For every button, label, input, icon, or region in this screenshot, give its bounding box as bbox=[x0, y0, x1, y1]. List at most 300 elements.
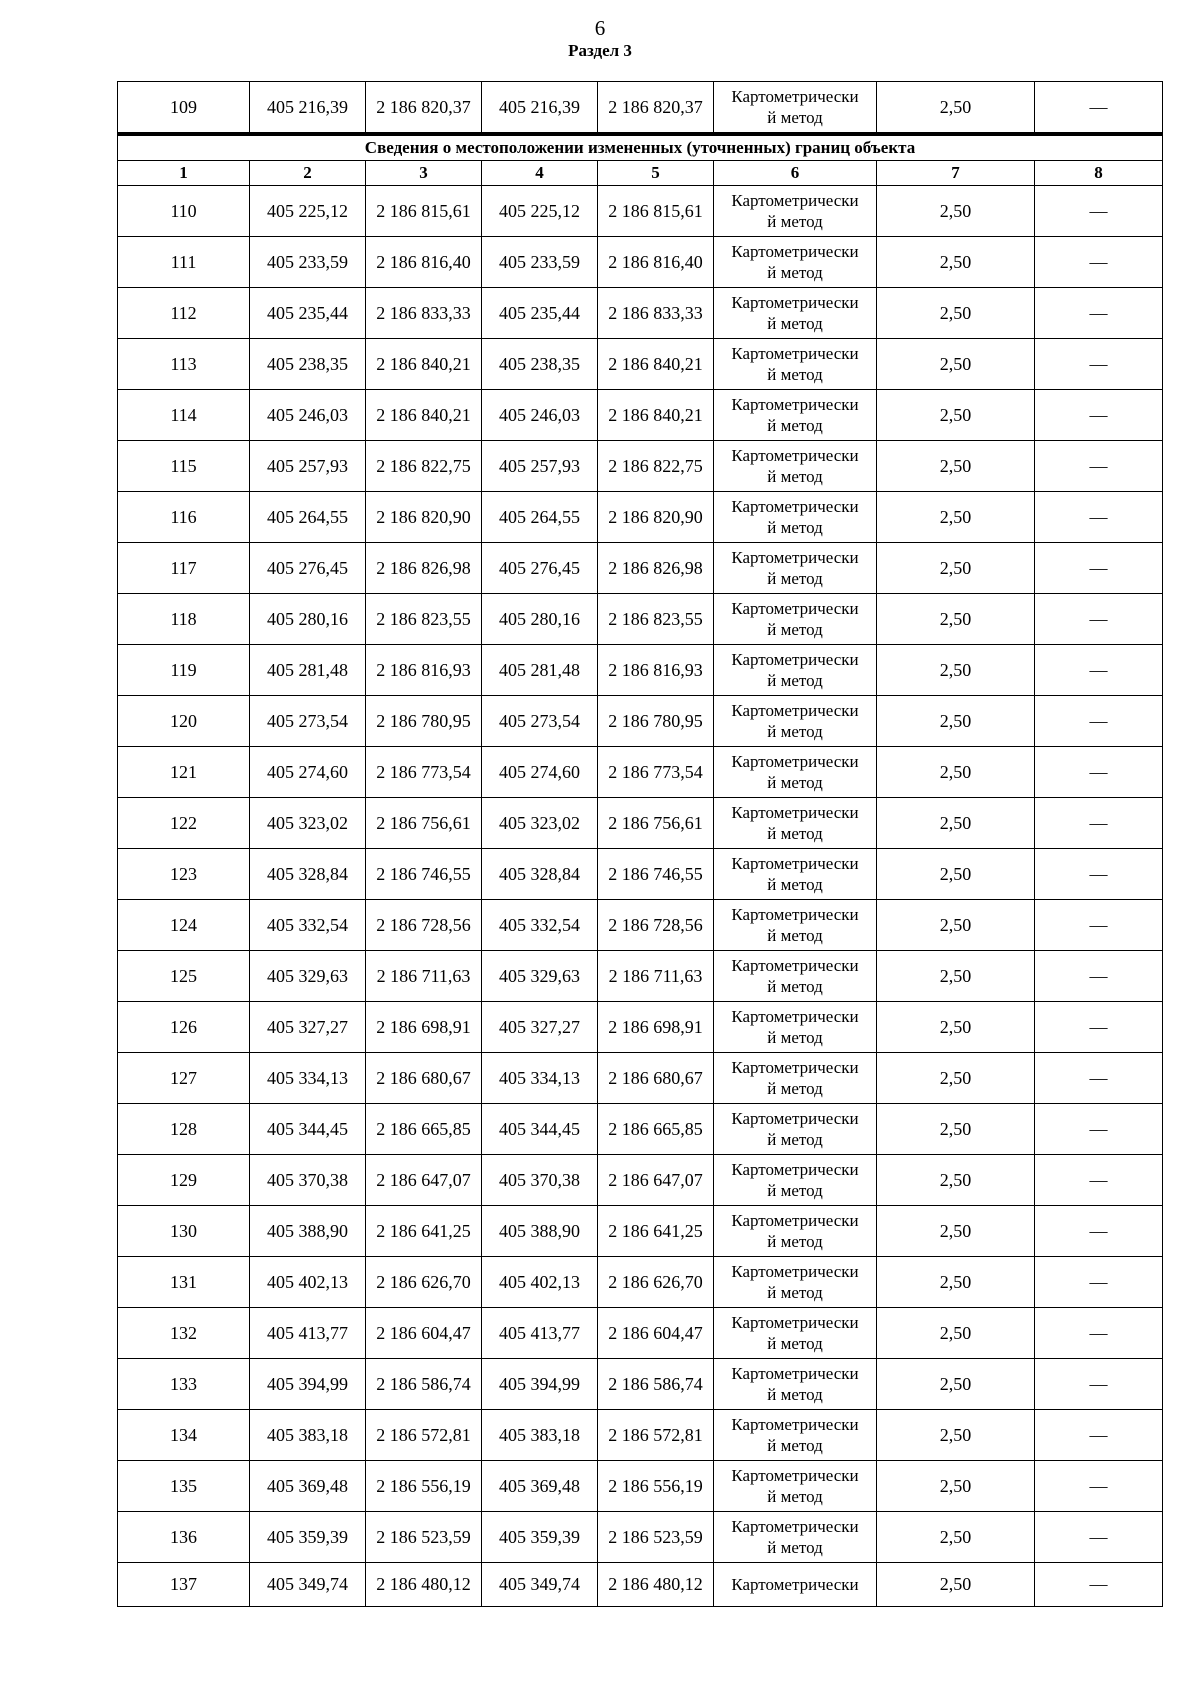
accuracy-cell: 2,50 bbox=[877, 696, 1035, 747]
note-cell: — bbox=[1035, 900, 1163, 951]
method-line-1: Картометрически bbox=[731, 905, 859, 924]
point-number-cell: 133 bbox=[118, 1359, 250, 1410]
method-line-2: й метод bbox=[767, 1487, 823, 1506]
x-existing-cell: 405 369,48 bbox=[250, 1461, 366, 1512]
accuracy-cell: 2,50 bbox=[877, 1002, 1035, 1053]
table-body bbox=[118, 82, 1163, 1607]
method-line-1: Картометрически bbox=[731, 446, 859, 465]
method-cell bbox=[714, 849, 877, 900]
method-line-2: й метод bbox=[767, 875, 823, 894]
y-new-cell: 2 186 626,70 bbox=[598, 1257, 714, 1308]
accuracy-cell: 2,50 bbox=[877, 1461, 1035, 1512]
y-new-cell: 2 186 840,21 bbox=[598, 339, 714, 390]
table-row bbox=[118, 1359, 1163, 1410]
method-line-1: Картометрически bbox=[731, 191, 859, 210]
x-existing-cell: 405 344,45 bbox=[250, 1104, 366, 1155]
y-existing-cell: 2 186 815,61 bbox=[366, 186, 482, 237]
y-new-cell: 2 186 820,90 bbox=[598, 492, 714, 543]
x-existing-cell: 405 257,93 bbox=[250, 441, 366, 492]
y-new-cell: 2 186 586,74 bbox=[598, 1359, 714, 1410]
y-new-cell: 2 186 556,19 bbox=[598, 1461, 714, 1512]
x-new-cell: 405 332,54 bbox=[482, 900, 598, 951]
method-cell bbox=[714, 390, 877, 441]
y-existing-cell: 2 186 680,67 bbox=[366, 1053, 482, 1104]
y-existing-cell: 2 186 604,47 bbox=[366, 1308, 482, 1359]
method-line-2: й метод bbox=[767, 416, 823, 435]
y-existing-cell: 2 186 665,85 bbox=[366, 1104, 482, 1155]
method-line-1: Картометрически bbox=[731, 752, 859, 771]
y-new-cell: 2 186 604,47 bbox=[598, 1308, 714, 1359]
method-line-1: Картометрически bbox=[731, 1313, 859, 1332]
table-row bbox=[118, 594, 1163, 645]
table-row bbox=[118, 1308, 1163, 1359]
method-line-1: Картометрически bbox=[731, 1262, 859, 1281]
x-existing-cell: 405 334,13 bbox=[250, 1053, 366, 1104]
point-number-cell: 132 bbox=[118, 1308, 250, 1359]
table-row bbox=[118, 492, 1163, 543]
x-existing-cell: 405 349,74 bbox=[250, 1563, 366, 1607]
x-new-cell: 405 370,38 bbox=[482, 1155, 598, 1206]
y-existing-cell: 2 186 641,25 bbox=[366, 1206, 482, 1257]
method-line-1: Картометрически bbox=[731, 803, 859, 822]
table-row bbox=[118, 1155, 1163, 1206]
note-cell: — bbox=[1035, 288, 1163, 339]
point-number-cell: 127 bbox=[118, 1053, 250, 1104]
method-cell bbox=[714, 1512, 877, 1563]
accuracy-cell: 2,50 bbox=[877, 1563, 1035, 1607]
note-cell: — bbox=[1035, 1206, 1163, 1257]
method-cell bbox=[714, 441, 877, 492]
method-line-2: й метод bbox=[767, 1232, 823, 1251]
y-new-cell: 2 186 816,40 bbox=[598, 237, 714, 288]
table-row bbox=[118, 900, 1163, 951]
accuracy-cell: 2,50 bbox=[877, 1512, 1035, 1563]
y-new-cell: 2 186 523,59 bbox=[598, 1512, 714, 1563]
point-number-cell: 114 bbox=[118, 390, 250, 441]
method-cell bbox=[714, 747, 877, 798]
y-existing-cell: 2 186 826,98 bbox=[366, 543, 482, 594]
method-line-1: Картометрически bbox=[731, 701, 859, 720]
accuracy-cell: 2,50 bbox=[877, 1104, 1035, 1155]
y-new-cell: 2 186 728,56 bbox=[598, 900, 714, 951]
method-line-2: й метод bbox=[767, 1130, 823, 1149]
x-existing-cell: 405 402,13 bbox=[250, 1257, 366, 1308]
x-existing-cell: 405 329,63 bbox=[250, 951, 366, 1002]
x-new-cell: 405 235,44 bbox=[482, 288, 598, 339]
x-new-cell: 405 281,48 bbox=[482, 645, 598, 696]
table-row bbox=[118, 1461, 1163, 1512]
x-new-cell: 405 359,39 bbox=[482, 1512, 598, 1563]
x-existing-cell: 405 327,27 bbox=[250, 1002, 366, 1053]
x-new-cell: 405 216,39 bbox=[482, 82, 598, 135]
y-existing-cell: 2 186 816,40 bbox=[366, 237, 482, 288]
x-existing-cell: 405 281,48 bbox=[250, 645, 366, 696]
method-cell bbox=[714, 1155, 877, 1206]
note-cell: — bbox=[1035, 339, 1163, 390]
x-existing-cell: 405 276,45 bbox=[250, 543, 366, 594]
point-number-cell: 124 bbox=[118, 900, 250, 951]
accuracy-cell: 2,50 bbox=[877, 339, 1035, 390]
y-existing-cell: 2 186 816,93 bbox=[366, 645, 482, 696]
method-line-1: Картометрически bbox=[731, 1007, 859, 1026]
method-line-2: й метод bbox=[767, 773, 823, 792]
point-number-cell: 131 bbox=[118, 1257, 250, 1308]
note-cell: — bbox=[1035, 1563, 1163, 1607]
y-new-cell: 2 186 480,12 bbox=[598, 1563, 714, 1607]
y-new-cell: 2 186 756,61 bbox=[598, 798, 714, 849]
column-number-3: 3 bbox=[366, 161, 482, 186]
y-new-cell: 2 186 680,67 bbox=[598, 1053, 714, 1104]
table-row bbox=[118, 645, 1163, 696]
y-new-cell: 2 186 840,21 bbox=[598, 390, 714, 441]
method-line-1: Картометрически bbox=[731, 87, 859, 106]
point-number-cell: 130 bbox=[118, 1206, 250, 1257]
note-cell: — bbox=[1035, 441, 1163, 492]
method-line-1: Картометрически bbox=[731, 395, 859, 414]
point-number-cell: 136 bbox=[118, 1512, 250, 1563]
note-cell: — bbox=[1035, 82, 1163, 135]
accuracy-cell: 2,50 bbox=[877, 645, 1035, 696]
accuracy-cell: 2,50 bbox=[877, 1206, 1035, 1257]
table-caption: Сведения о местоположении измененных (уточненных) границ объекта bbox=[118, 134, 1163, 161]
method-line-1: Картометрически bbox=[731, 1466, 859, 1485]
x-existing-cell: 405 273,54 bbox=[250, 696, 366, 747]
x-existing-cell: 405 225,12 bbox=[250, 186, 366, 237]
method-line-1: Картометрически bbox=[731, 1415, 859, 1434]
note-cell: — bbox=[1035, 186, 1163, 237]
method-line-1: Картометрически bbox=[731, 956, 859, 975]
x-existing-cell: 405 280,16 bbox=[250, 594, 366, 645]
accuracy-cell: 2,50 bbox=[877, 1155, 1035, 1206]
method-line-1: Картометрически bbox=[731, 1517, 859, 1536]
method-line-1: Картометрически bbox=[731, 242, 859, 261]
table-row bbox=[118, 1053, 1163, 1104]
method-line-1: Картометрически bbox=[731, 293, 859, 312]
method-line-1: Картометрически bbox=[731, 1575, 859, 1594]
note-cell: — bbox=[1035, 1410, 1163, 1461]
note-cell: — bbox=[1035, 492, 1163, 543]
note-cell: — bbox=[1035, 951, 1163, 1002]
x-existing-cell: 405 388,90 bbox=[250, 1206, 366, 1257]
table-row bbox=[118, 696, 1163, 747]
table-row bbox=[118, 1206, 1163, 1257]
accuracy-cell: 2,50 bbox=[877, 594, 1035, 645]
method-line-2: й метод bbox=[767, 620, 823, 639]
accuracy-cell: 2,50 bbox=[877, 798, 1035, 849]
method-line-2: й метод bbox=[767, 569, 823, 588]
x-new-cell: 405 280,16 bbox=[482, 594, 598, 645]
method-line-1: Картометрически bbox=[731, 548, 859, 567]
method-cell bbox=[714, 1359, 877, 1410]
note-cell: — bbox=[1035, 1359, 1163, 1410]
method-line-1: Картометрически bbox=[731, 1211, 859, 1230]
x-new-cell: 405 233,59 bbox=[482, 237, 598, 288]
y-new-cell: 2 186 823,55 bbox=[598, 594, 714, 645]
x-existing-cell: 405 216,39 bbox=[250, 82, 366, 135]
x-new-cell: 405 274,60 bbox=[482, 747, 598, 798]
note-cell: — bbox=[1035, 543, 1163, 594]
x-existing-cell: 405 264,55 bbox=[250, 492, 366, 543]
point-number-cell: 113 bbox=[118, 339, 250, 390]
point-number-cell: 128 bbox=[118, 1104, 250, 1155]
x-existing-cell: 405 323,02 bbox=[250, 798, 366, 849]
y-existing-cell: 2 186 556,19 bbox=[366, 1461, 482, 1512]
method-cell bbox=[714, 594, 877, 645]
y-new-cell: 2 186 780,95 bbox=[598, 696, 714, 747]
x-new-cell: 405 238,35 bbox=[482, 339, 598, 390]
column-number-8: 8 bbox=[1035, 161, 1163, 186]
x-new-cell: 405 276,45 bbox=[482, 543, 598, 594]
x-new-cell: 405 329,63 bbox=[482, 951, 598, 1002]
method-line-2: й метод bbox=[767, 671, 823, 690]
x-new-cell: 405 246,03 bbox=[482, 390, 598, 441]
method-cell bbox=[714, 1104, 877, 1155]
accuracy-cell: 2,50 bbox=[877, 1053, 1035, 1104]
y-new-cell: 2 186 641,25 bbox=[598, 1206, 714, 1257]
x-existing-cell: 405 233,59 bbox=[250, 237, 366, 288]
table-row bbox=[118, 390, 1163, 441]
accuracy-cell: 2,50 bbox=[877, 849, 1035, 900]
table-row bbox=[118, 1104, 1163, 1155]
column-number-2: 2 bbox=[250, 161, 366, 186]
point-number-cell: 109 bbox=[118, 82, 250, 135]
accuracy-cell: 2,50 bbox=[877, 82, 1035, 135]
y-new-cell: 2 186 711,63 bbox=[598, 951, 714, 1002]
y-new-cell: 2 186 698,91 bbox=[598, 1002, 714, 1053]
method-cell bbox=[714, 1002, 877, 1053]
accuracy-cell: 2,50 bbox=[877, 186, 1035, 237]
y-new-cell: 2 186 665,85 bbox=[598, 1104, 714, 1155]
x-existing-cell: 405 238,35 bbox=[250, 339, 366, 390]
accuracy-cell: 2,50 bbox=[877, 441, 1035, 492]
accuracy-cell: 2,50 bbox=[877, 1308, 1035, 1359]
accuracy-cell: 2,50 bbox=[877, 747, 1035, 798]
note-cell: — bbox=[1035, 594, 1163, 645]
note-cell: — bbox=[1035, 1461, 1163, 1512]
note-cell: — bbox=[1035, 798, 1163, 849]
x-new-cell: 405 402,13 bbox=[482, 1257, 598, 1308]
method-cell bbox=[714, 1410, 877, 1461]
y-existing-cell: 2 186 780,95 bbox=[366, 696, 482, 747]
note-cell: — bbox=[1035, 390, 1163, 441]
y-new-cell: 2 186 647,07 bbox=[598, 1155, 714, 1206]
y-new-cell: 2 186 746,55 bbox=[598, 849, 714, 900]
method-line-1: Картометрически bbox=[731, 650, 859, 669]
point-number-cell: 137 bbox=[118, 1563, 250, 1607]
method-line-2: й метод bbox=[767, 926, 823, 945]
point-number-cell: 123 bbox=[118, 849, 250, 900]
accuracy-cell: 2,50 bbox=[877, 492, 1035, 543]
x-existing-cell: 405 370,38 bbox=[250, 1155, 366, 1206]
y-new-cell: 2 186 833,33 bbox=[598, 288, 714, 339]
method-cell bbox=[714, 288, 877, 339]
note-cell: — bbox=[1035, 696, 1163, 747]
x-new-cell: 405 264,55 bbox=[482, 492, 598, 543]
y-existing-cell: 2 186 823,55 bbox=[366, 594, 482, 645]
x-new-cell: 405 323,02 bbox=[482, 798, 598, 849]
y-existing-cell: 2 186 698,91 bbox=[366, 1002, 482, 1053]
method-cell bbox=[714, 900, 877, 951]
method-line-1: Картометрически bbox=[731, 1364, 859, 1383]
y-new-cell: 2 186 815,61 bbox=[598, 186, 714, 237]
x-existing-cell: 405 332,54 bbox=[250, 900, 366, 951]
y-new-cell: 2 186 820,37 bbox=[598, 82, 714, 135]
column-number-7: 7 bbox=[877, 161, 1035, 186]
accuracy-cell: 2,50 bbox=[877, 543, 1035, 594]
table-caption-row bbox=[118, 134, 1163, 161]
column-number-1: 1 bbox=[118, 161, 250, 186]
y-existing-cell: 2 186 746,55 bbox=[366, 849, 482, 900]
method-line-2: й метод bbox=[767, 467, 823, 486]
note-cell: — bbox=[1035, 1104, 1163, 1155]
section-title: Раздел 3 bbox=[568, 41, 632, 60]
accuracy-cell: 2,50 bbox=[877, 1257, 1035, 1308]
y-existing-cell: 2 186 773,54 bbox=[366, 747, 482, 798]
method-line-1: Картометрически bbox=[731, 1160, 859, 1179]
point-number-cell: 134 bbox=[118, 1410, 250, 1461]
column-number-row bbox=[118, 161, 1163, 186]
y-existing-cell: 2 186 647,07 bbox=[366, 1155, 482, 1206]
method-cell bbox=[714, 82, 877, 135]
method-line-2: й метод bbox=[767, 977, 823, 996]
x-new-cell: 405 383,18 bbox=[482, 1410, 598, 1461]
x-existing-cell: 405 359,39 bbox=[250, 1512, 366, 1563]
x-new-cell: 405 327,27 bbox=[482, 1002, 598, 1053]
column-number-4: 4 bbox=[482, 161, 598, 186]
method-cell bbox=[714, 645, 877, 696]
method-line-1: Картометрически bbox=[731, 1109, 859, 1128]
method-line-2: й метод bbox=[767, 1334, 823, 1353]
y-new-cell: 2 186 822,75 bbox=[598, 441, 714, 492]
x-new-cell: 405 334,13 bbox=[482, 1053, 598, 1104]
table-row bbox=[118, 798, 1163, 849]
method-cell bbox=[714, 1461, 877, 1512]
method-cell bbox=[714, 1308, 877, 1359]
y-existing-cell: 2 186 586,74 bbox=[366, 1359, 482, 1410]
note-cell: — bbox=[1035, 1053, 1163, 1104]
method-cell bbox=[714, 1257, 877, 1308]
x-existing-cell: 405 383,18 bbox=[250, 1410, 366, 1461]
note-cell: — bbox=[1035, 1002, 1163, 1053]
method-line-2: й метод bbox=[767, 212, 823, 231]
accuracy-cell: 2,50 bbox=[877, 1410, 1035, 1461]
method-line-2: й метод bbox=[767, 1181, 823, 1200]
table-row bbox=[118, 951, 1163, 1002]
method-line-1: Картометрически bbox=[731, 599, 859, 618]
table-row bbox=[118, 288, 1163, 339]
x-new-cell: 405 328,84 bbox=[482, 849, 598, 900]
y-new-cell: 2 186 572,81 bbox=[598, 1410, 714, 1461]
point-number-cell: 119 bbox=[118, 645, 250, 696]
point-number-cell: 121 bbox=[118, 747, 250, 798]
x-new-cell: 405 394,99 bbox=[482, 1359, 598, 1410]
table-row bbox=[118, 1257, 1163, 1308]
accuracy-cell: 2,50 bbox=[877, 1359, 1035, 1410]
x-existing-cell: 405 274,60 bbox=[250, 747, 366, 798]
x-new-cell: 405 225,12 bbox=[482, 186, 598, 237]
point-number-cell: 117 bbox=[118, 543, 250, 594]
point-number-cell: 112 bbox=[118, 288, 250, 339]
page-number: 6 bbox=[594, 16, 606, 40]
note-cell: — bbox=[1035, 1257, 1163, 1308]
y-new-cell: 2 186 826,98 bbox=[598, 543, 714, 594]
x-new-cell: 405 388,90 bbox=[482, 1206, 598, 1257]
x-new-cell: 405 369,48 bbox=[482, 1461, 598, 1512]
method-cell bbox=[714, 798, 877, 849]
point-number-cell: 120 bbox=[118, 696, 250, 747]
table-row bbox=[118, 339, 1163, 390]
note-cell: — bbox=[1035, 645, 1163, 696]
y-existing-cell: 2 186 840,21 bbox=[366, 339, 482, 390]
table-row bbox=[118, 543, 1163, 594]
note-cell: — bbox=[1035, 1308, 1163, 1359]
method-line-2: й метод bbox=[767, 108, 823, 127]
x-existing-cell: 405 328,84 bbox=[250, 849, 366, 900]
y-existing-cell: 2 186 626,70 bbox=[366, 1257, 482, 1308]
method-cell bbox=[714, 1206, 877, 1257]
method-line-1: Картометрически bbox=[731, 1058, 859, 1077]
y-existing-cell: 2 186 840,21 bbox=[366, 390, 482, 441]
y-new-cell: 2 186 816,93 bbox=[598, 645, 714, 696]
y-new-cell: 2 186 773,54 bbox=[598, 747, 714, 798]
y-existing-cell: 2 186 756,61 bbox=[366, 798, 482, 849]
point-number-cell: 126 bbox=[118, 1002, 250, 1053]
point-number-cell: 118 bbox=[118, 594, 250, 645]
point-number-cell: 129 bbox=[118, 1155, 250, 1206]
accuracy-cell: 2,50 bbox=[877, 951, 1035, 1002]
method-cell bbox=[714, 696, 877, 747]
y-existing-cell: 2 186 822,75 bbox=[366, 441, 482, 492]
method-line-2: й метод bbox=[767, 722, 823, 741]
method-cell bbox=[714, 951, 877, 1002]
y-existing-cell: 2 186 820,37 bbox=[366, 82, 482, 135]
x-existing-cell: 405 235,44 bbox=[250, 288, 366, 339]
point-number-cell: 135 bbox=[118, 1461, 250, 1512]
method-line-2: й метод bbox=[767, 1385, 823, 1404]
table-row bbox=[118, 849, 1163, 900]
x-new-cell: 405 344,45 bbox=[482, 1104, 598, 1155]
accuracy-cell: 2,50 bbox=[877, 900, 1035, 951]
method-line-2: й метод bbox=[767, 824, 823, 843]
table-row bbox=[118, 1410, 1163, 1461]
y-existing-cell: 2 186 833,33 bbox=[366, 288, 482, 339]
x-existing-cell: 405 246,03 bbox=[250, 390, 366, 441]
table-row bbox=[118, 1002, 1163, 1053]
y-existing-cell: 2 186 728,56 bbox=[366, 900, 482, 951]
point-number-cell: 122 bbox=[118, 798, 250, 849]
coordinates-table bbox=[117, 81, 1163, 1607]
point-number-cell: 110 bbox=[118, 186, 250, 237]
column-number-5: 5 bbox=[598, 161, 714, 186]
table-row bbox=[118, 747, 1163, 798]
method-cell bbox=[714, 237, 877, 288]
y-existing-cell: 2 186 480,12 bbox=[366, 1563, 482, 1607]
x-new-cell: 405 349,74 bbox=[482, 1563, 598, 1607]
method-line-1: Картометрически bbox=[731, 497, 859, 516]
method-line-2: й метод bbox=[767, 314, 823, 333]
table-row-first bbox=[118, 82, 1163, 135]
accuracy-cell: 2,50 bbox=[877, 288, 1035, 339]
method-line-2: й метод bbox=[767, 1283, 823, 1302]
x-existing-cell: 405 413,77 bbox=[250, 1308, 366, 1359]
method-cell bbox=[714, 1053, 877, 1104]
x-new-cell: 405 273,54 bbox=[482, 696, 598, 747]
point-number-cell: 111 bbox=[118, 237, 250, 288]
y-existing-cell: 2 186 572,81 bbox=[366, 1410, 482, 1461]
method-cell bbox=[714, 186, 877, 237]
table-row bbox=[118, 237, 1163, 288]
note-cell: — bbox=[1035, 1512, 1163, 1563]
